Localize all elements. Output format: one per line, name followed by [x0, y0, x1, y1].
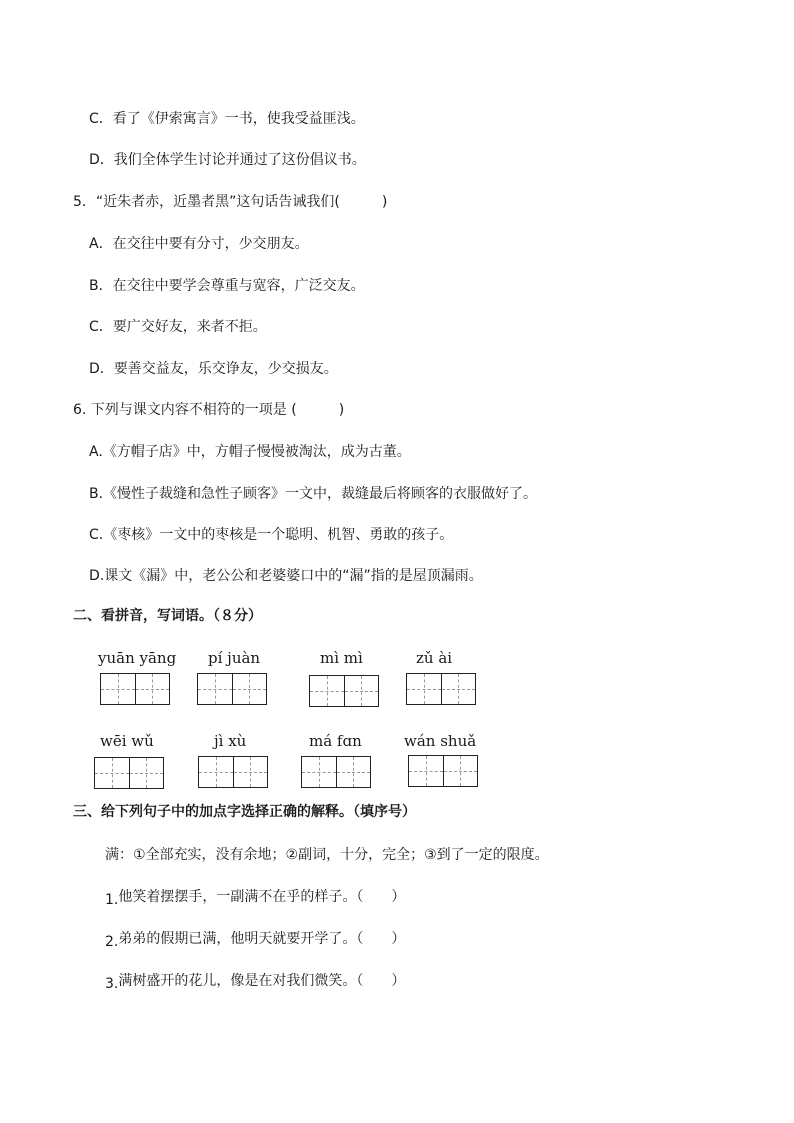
writing-grid[interactable] — [197, 673, 267, 705]
pinyin-label: mì mì — [320, 649, 363, 667]
q5-option-d: D．要善交益友，乐交诤友，少交损友。 — [89, 361, 338, 377]
question-item-3 — [105, 972, 405, 990]
pinyin-label: zǔ ài — [416, 649, 453, 667]
writing-grid[interactable] — [94, 757, 164, 789]
item-text: 满树盛开的花儿，像是在对我们微笑。（ ） — [118, 973, 406, 989]
section2-heading: 二、看拼音，写词语。（８分） — [73, 608, 262, 624]
pinyin-label: jì xù — [214, 732, 247, 750]
question-item-2 — [105, 930, 405, 948]
q5-option-c: C．要广交好友，来者不拒。 — [89, 319, 267, 335]
writing-grid[interactable] — [301, 756, 371, 788]
question-item-1 — [105, 888, 405, 906]
writing-grid[interactable] — [198, 756, 268, 788]
q6-option-c: C.《枣核》一文中的枣核是一个聪明、机智、勇敢的孩子。 — [89, 527, 454, 543]
item-number: 1. — [105, 892, 119, 908]
q6-option-b: B.《慢性子裁缝和急性子顾客》一文中，裁缝最后将顾客的衣服做好了。 — [89, 486, 538, 502]
writing-grid[interactable] — [100, 673, 170, 705]
pinyin-label: yuān yāng — [98, 649, 177, 667]
q5-stem: 5．“近朱者赤，近墨者黑”这句话告诫我们( ) — [73, 194, 388, 210]
writing-grid[interactable] — [406, 673, 476, 705]
q6-option-d: D.课文《漏》中，老公公和老婆婆口中的“漏”指的是屋顶漏雨。 — [89, 568, 483, 584]
pinyin-label: pí juàn — [208, 649, 261, 667]
item-number: 3. — [105, 976, 119, 992]
definition-text: 满：①全部充实，没有余地；②副词，十分，完全；③到了一定的限度。 — [105, 847, 549, 863]
q5-option-b: B．在交往中要学会尊重与宽容，广泛交友。 — [89, 278, 365, 294]
section3-heading: 三、给下列句子中的加点字选择正确的解释。（填序号） — [73, 804, 416, 820]
item-number: 2. — [105, 934, 119, 950]
writing-grid[interactable] — [408, 755, 478, 787]
pinyin-label: wēi wǔ — [100, 732, 154, 750]
writing-grid[interactable] — [309, 675, 379, 707]
q6-stem: 6. 下列与课文内容不相符的一项是 ( ) — [73, 402, 345, 418]
q6-option-a: A.《方帽子店》中，方帽子慢慢被淘汰，成为古董。 — [89, 444, 411, 460]
item-text: 他笑着摆摆手，一副满不在乎的样子。（ ） — [118, 889, 406, 905]
q4-option-d: D．我们全体学生讨论并通过了这份倡议书。 — [89, 152, 366, 168]
q5-option-a: A．在交往中要有分寸，少交朋友。 — [89, 236, 309, 252]
item-text: 弟弟的假期已满，他明天就要开学了。（ ） — [118, 931, 406, 947]
pinyin-label: má fɑn — [309, 732, 362, 750]
q4-option-c: C．看了《伊索寓言》一书，使我受益匪浅。 — [89, 111, 365, 127]
pinyin-label: wán shuǎ — [404, 732, 477, 750]
